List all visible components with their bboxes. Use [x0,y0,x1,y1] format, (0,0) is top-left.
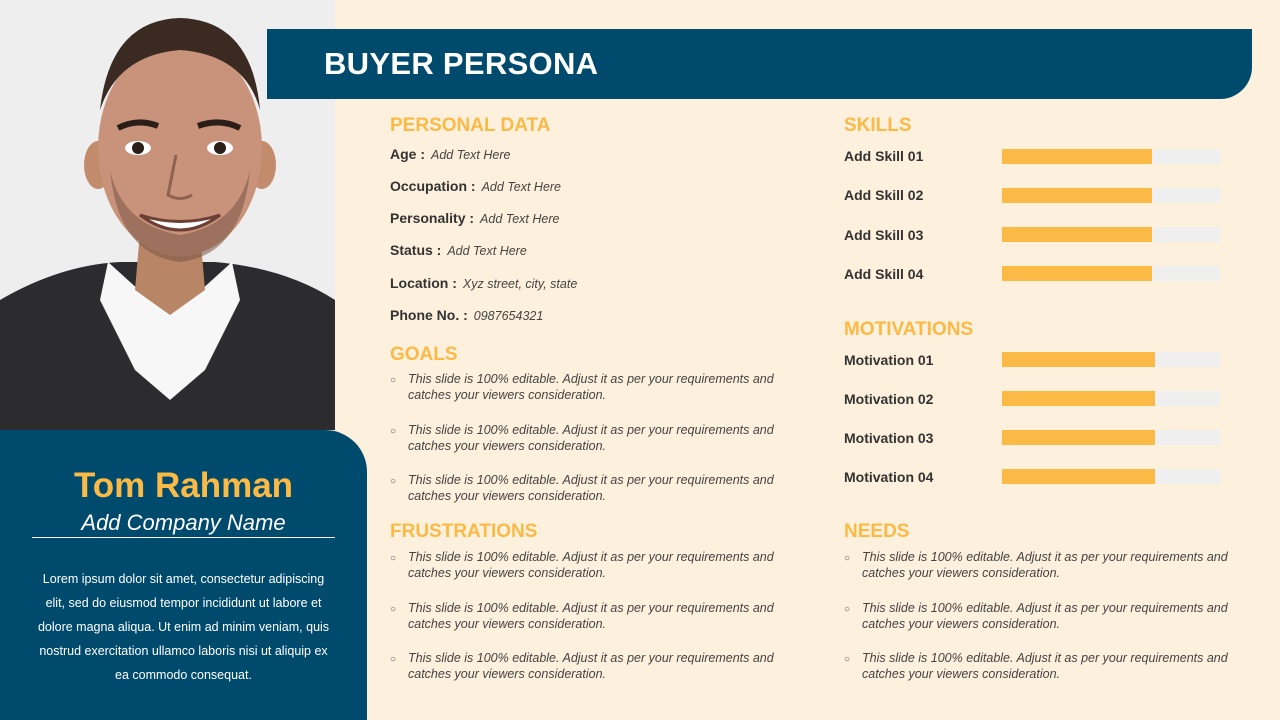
motivations-heading: MOTIVATIONS [844,319,974,340]
frustrations-heading: FRUSTRATIONS [390,521,538,542]
hollow-circle-bullet-icon: ○ [390,654,397,665]
company-name: Add Company Name [81,510,286,535]
need-item [844,650,1244,682]
goal-text: This slide is 100% editable. Adjust it as per your requirements and catches your viewers consideration. [408,372,774,402]
need-item [844,600,1244,632]
motivation-bar-fill [1002,430,1155,445]
need-text: This slide is 100% editable. Adjust it as per your requirements and catches your viewers consideration. [862,651,1228,681]
need-text: This slide is 100% editable. Adjust it as per your requirements and catches your viewers consideration. [862,601,1228,631]
goal-text: This slide is 100% editable. Adjust it as per your requirements and catches your viewers consideration. [408,473,774,503]
motivation-bar [1002,391,1220,406]
skill-bar-fill [1002,188,1152,203]
motivation-label: Motivation 02 [844,391,934,407]
skill-label: Add Skill 03 [844,227,924,243]
field-label: Age : [390,146,425,162]
field-personality [390,210,559,226]
hollow-circle-bullet-icon: ○ [390,426,397,437]
goal-item [390,422,790,454]
skill-bar [1002,149,1220,164]
skill-label: Add Skill 04 [844,266,924,282]
frustration-item [390,549,795,581]
frustration-item [390,600,795,632]
hollow-circle-bullet-icon: ○ [844,604,851,615]
field-value: Add Text Here [480,212,560,226]
hollow-circle-bullet-icon: ○ [390,375,397,386]
field-label: Status : [390,242,442,258]
skill-bar [1002,227,1220,242]
goal-item [390,371,790,403]
field-phone [390,307,543,323]
goal-text: This slide is 100% editable. Adjust it as per your requirements and catches your viewers consideration. [408,423,774,453]
skill-bar [1002,266,1220,281]
skill-label: Add Skill 01 [844,148,924,164]
hollow-circle-bullet-icon: ○ [844,654,851,665]
field-age [390,146,510,162]
field-value: Xyz street, city, state [462,277,578,291]
motivation-label: Motivation 01 [844,352,934,368]
motivation-bar-fill [1002,352,1155,367]
skills-heading: SKILLS [844,115,912,136]
motivation-bar-fill [1002,469,1155,484]
personal-data-heading: PERSONAL DATA [390,115,551,136]
page-title: BUYER PERSONA [324,46,599,81]
hollow-circle-bullet-icon: ○ [390,553,397,564]
goals-heading: GOALS [390,344,458,365]
skill-label: Add Skill 02 [844,187,924,203]
frustration-item [390,650,795,682]
hollow-circle-bullet-icon: ○ [390,604,397,615]
skill-bar-fill [1002,227,1152,242]
field-value: Add Text Here [447,244,527,258]
motivation-bar [1002,469,1220,484]
need-text: This slide is 100% editable. Adjust it as per your requirements and catches your viewers consideration. [862,550,1228,580]
field-label: Phone No. : [390,307,468,323]
persona-bio: Lorem ipsum dolor sit amet, consectetur adipiscing elit, sed do eiusmod tempor incididunt ut labore et dolore magna aliqua. Ut enim ad minim veniam, quis nostrud exercitation ullamco laboris nisi ut aliquip ex ea commodo consequat. [37,572,330,682]
need-item [844,549,1244,581]
needs-heading: NEEDS [844,521,910,542]
field-value: Add Text Here [481,180,562,194]
field-label: Occupation : [390,178,476,194]
skill-bar-fill [1002,266,1152,281]
field-status [390,242,527,258]
name-divider [32,537,335,538]
field-label: Personality : [390,210,475,226]
frustration-text: This slide is 100% editable. Adjust it as per your requirements and catches your viewers consideration. [408,651,774,681]
motivation-label: Motivation 04 [844,469,934,485]
motivation-bar-fill [1002,391,1155,406]
frustration-text: This slide is 100% editable. Adjust it as per your requirements and catches your viewers consideration. [408,601,774,631]
motivation-bar [1002,430,1220,445]
field-location [390,275,577,291]
skill-bar-fill [1002,149,1152,164]
hollow-circle-bullet-icon: ○ [390,476,397,487]
profile-card [0,430,367,720]
goal-item [390,472,790,504]
skill-bar [1002,188,1220,203]
field-value: 0987654321 [473,309,544,323]
persona-name: Tom Rahman [73,466,294,505]
hollow-circle-bullet-icon: ○ [844,553,851,564]
field-label: Location : [390,275,457,291]
motivation-label: Motivation 03 [844,430,934,446]
frustration-text: This slide is 100% editable. Adjust it as per your requirements and catches your viewers consideration. [408,550,774,580]
field-occupation [390,178,561,194]
field-value: Add Text Here [431,148,511,162]
title-banner [267,29,1252,99]
motivation-bar [1002,352,1220,367]
